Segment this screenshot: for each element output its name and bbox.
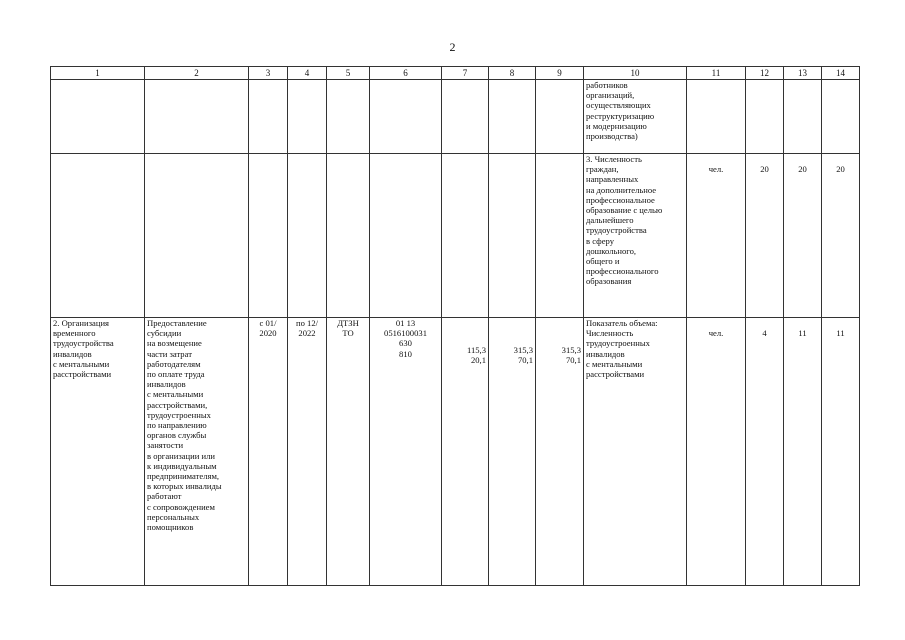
col-header-9: 9 <box>536 67 584 80</box>
table-cell <box>442 80 489 154</box>
col-header-14: 14 <box>822 67 860 80</box>
amount-cell: 315,3 70,1 <box>489 318 536 586</box>
col-header-1: 1 <box>51 67 145 80</box>
col-header-4: 4 <box>288 67 327 80</box>
table-cell <box>51 80 145 154</box>
col-header-10: 10 <box>584 67 687 80</box>
table-cell <box>536 80 584 154</box>
table-cell <box>822 80 860 154</box>
start-date-cell: с 01/ 2020 <box>249 318 288 586</box>
data-table <box>50 66 860 586</box>
table-cell <box>489 154 536 318</box>
table-row <box>51 154 860 318</box>
table-cell <box>145 154 249 318</box>
event-name-cell: 2. Организация временного трудоустройства инвалидов с ментальными расстройствами <box>51 318 145 586</box>
value-cell: 11 <box>822 318 860 586</box>
table-row <box>51 80 860 154</box>
col-header-11: 11 <box>687 67 746 80</box>
amount-cell: 115,3 20,1 <box>442 318 489 586</box>
table-cell <box>489 80 536 154</box>
table-cell <box>746 80 784 154</box>
table-cell <box>370 80 442 154</box>
page-number: 2 <box>449 40 456 54</box>
value-cell: 20 <box>746 154 784 318</box>
table-cell <box>687 80 746 154</box>
amount-cell: 315,3 70,1 <box>536 318 584 586</box>
value-cell: 11 <box>784 318 822 586</box>
table-cell <box>327 154 370 318</box>
table-cell <box>145 80 249 154</box>
col-header-12: 12 <box>746 67 784 80</box>
table-cell <box>288 154 327 318</box>
table-cell <box>51 154 145 318</box>
indicator-cell: 3. Численность граждан, направленных на дополнительное профессиональное образование с целью дальнейшего трудоустройства в сферу дошкольного, общего и профессионального образования <box>584 154 687 318</box>
unit-cell: чел. <box>687 154 746 318</box>
end-date-cell: по 12/ 2022 <box>288 318 327 586</box>
value-cell: 20 <box>822 154 860 318</box>
col-header-2: 2 <box>145 67 249 80</box>
table-cell <box>784 80 822 154</box>
value-cell: 4 <box>746 318 784 586</box>
table-cell <box>536 154 584 318</box>
table-cell <box>249 80 288 154</box>
table-cell <box>442 154 489 318</box>
indicator-cell: Показатель объема: Численность трудоустроенных инвалидов с ментальными расстройствами <box>584 318 687 586</box>
col-header-3: 3 <box>249 67 288 80</box>
unit-cell: чел. <box>687 318 746 586</box>
col-header-8: 8 <box>489 67 536 80</box>
budget-code-cell: 01 13 0516100031 630 810 <box>370 318 442 586</box>
table-cell <box>249 154 288 318</box>
table-row <box>51 318 860 586</box>
col-header-6: 6 <box>370 67 442 80</box>
col-header-5: 5 <box>327 67 370 80</box>
header-row <box>51 67 860 80</box>
executor-cell: ДТЗН ТО <box>327 318 370 586</box>
value-cell: 20 <box>784 154 822 318</box>
table-cell <box>327 80 370 154</box>
table-cell <box>288 80 327 154</box>
col-header-7: 7 <box>442 67 489 80</box>
description-cell: Предоставление субсидии на возмещение части затрат работодателям по оплате труда инвалидов с ментальными расстройствами, трудоустроенных по направлению органов службы занятости в организации или к индивидуальным предпринимателям, в которых инвалиды работают с сопровождением персональных помощников <box>145 318 249 586</box>
indicator-cell: работников организаций, осуществляющих реструктуризацию и модернизацию производства) <box>584 80 687 154</box>
col-header-13: 13 <box>784 67 822 80</box>
table-cell <box>370 154 442 318</box>
